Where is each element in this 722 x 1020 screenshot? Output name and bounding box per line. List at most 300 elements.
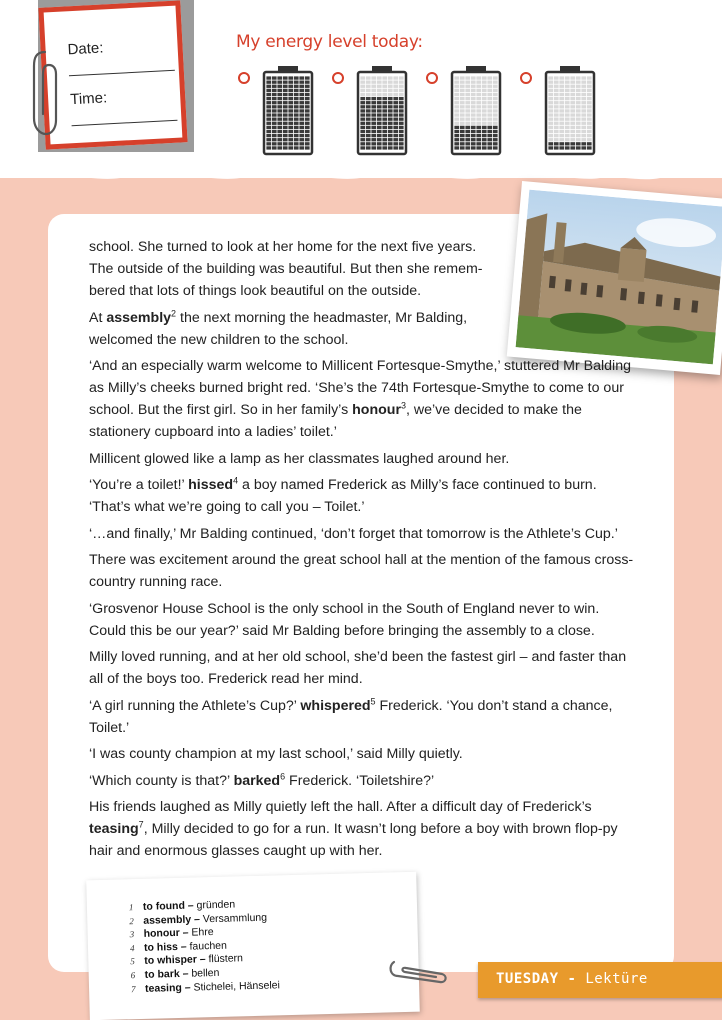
battery-cell bbox=[576, 134, 581, 137]
battery-cell bbox=[476, 146, 481, 149]
battery-cell bbox=[382, 101, 387, 104]
story-paragraph bbox=[89, 307, 489, 351]
battery-cell bbox=[299, 130, 304, 133]
battery-body bbox=[546, 72, 594, 154]
battery-cell bbox=[554, 93, 559, 96]
battery-cell bbox=[493, 134, 498, 137]
battery-cell bbox=[388, 76, 393, 79]
battery-cell bbox=[581, 113, 586, 116]
battery-cell bbox=[299, 118, 304, 121]
battery-cell bbox=[299, 146, 304, 149]
battery-cell bbox=[305, 130, 310, 133]
battery-cell bbox=[388, 118, 393, 121]
battery-cell bbox=[460, 81, 465, 84]
battery-cell bbox=[465, 93, 470, 96]
battery-cell bbox=[465, 105, 470, 108]
battery-cell bbox=[487, 93, 492, 96]
battery-cell bbox=[366, 97, 371, 100]
battery-cell bbox=[366, 134, 371, 137]
battery-cell bbox=[565, 142, 570, 145]
battery-cell bbox=[581, 89, 586, 92]
battery-cell bbox=[399, 109, 404, 112]
battery-cell bbox=[371, 109, 376, 112]
battery-cell bbox=[570, 142, 575, 145]
battery-cell bbox=[476, 109, 481, 112]
battery-cell bbox=[565, 146, 570, 149]
battery-cell bbox=[554, 138, 559, 141]
paperclip-icon bbox=[386, 952, 452, 992]
vocab-term: honour – bbox=[143, 926, 189, 941]
battery-cell bbox=[581, 138, 586, 141]
battery-cell bbox=[465, 138, 470, 141]
battery-cell bbox=[283, 81, 288, 84]
battery-cell bbox=[305, 97, 310, 100]
battery-cell bbox=[393, 101, 398, 104]
battery-cell bbox=[487, 130, 492, 133]
battery-cell bbox=[399, 134, 404, 137]
battery-cell bbox=[371, 126, 376, 129]
battery-cell bbox=[272, 118, 277, 121]
battery-cell bbox=[565, 138, 570, 141]
battery-cell bbox=[482, 126, 487, 129]
battery-medium-icon bbox=[450, 66, 502, 156]
battery-cell bbox=[288, 97, 293, 100]
battery-cell bbox=[471, 81, 476, 84]
battery-cell bbox=[587, 138, 592, 141]
battery-cell bbox=[299, 142, 304, 145]
story-paragraph: ‘I was county champion at my last school,’ said Milly quietly. bbox=[89, 746, 463, 762]
battery-cell bbox=[288, 130, 293, 133]
date-label: Date: bbox=[67, 39, 104, 59]
story-paragraph: Millicent glowed like a lamp as her classmates laughed around her. bbox=[89, 450, 510, 467]
battery-cell bbox=[377, 76, 382, 79]
battery-cell bbox=[294, 85, 299, 88]
battery-cell bbox=[471, 109, 476, 112]
battery-cell bbox=[476, 118, 481, 121]
battery-cell bbox=[399, 122, 404, 125]
battery-cell bbox=[399, 93, 404, 96]
text-span: ‘And an especially warm welcome to Millicent Fortesque-Smythe,’ stuttered Mr Balding as Milly’s cheeks burned bright red. ‘She’s the 74th Fortesque-Smythe to come to our school. But the first girl. So in her family’s bbox=[89, 358, 631, 418]
battery-cell bbox=[360, 105, 365, 108]
vocabulary-card bbox=[86, 872, 420, 1020]
battery-cell bbox=[493, 109, 498, 112]
battery-cell bbox=[581, 81, 586, 84]
battery-cell bbox=[487, 138, 492, 141]
battery-cell bbox=[266, 101, 271, 104]
day-name: TUESDAY bbox=[496, 971, 559, 987]
battery-cell bbox=[465, 113, 470, 116]
battery-cell bbox=[371, 118, 376, 121]
battery-cell bbox=[277, 97, 282, 100]
battery-cell bbox=[288, 81, 293, 84]
battery-cell bbox=[471, 122, 476, 125]
battery-cell bbox=[377, 85, 382, 88]
battery-cell bbox=[476, 93, 481, 96]
battery-cell bbox=[454, 138, 459, 141]
battery-cell bbox=[388, 142, 393, 145]
battery-cell bbox=[482, 109, 487, 112]
battery-cell bbox=[548, 93, 553, 96]
story-paragraph bbox=[89, 355, 637, 443]
battery-cell bbox=[360, 142, 365, 145]
battery-cell bbox=[377, 146, 382, 149]
battery-cell bbox=[299, 101, 304, 104]
battery-cell bbox=[382, 109, 387, 112]
battery-cell bbox=[576, 122, 581, 125]
battery-cell bbox=[266, 85, 271, 88]
battery-cell bbox=[565, 122, 570, 125]
battery-cell bbox=[493, 126, 498, 129]
battery-cell bbox=[366, 101, 371, 104]
battery-cell bbox=[493, 93, 498, 96]
battery-cell bbox=[377, 101, 382, 104]
battery-cell bbox=[554, 109, 559, 112]
battery-cell bbox=[277, 89, 282, 92]
battery-cell bbox=[382, 113, 387, 116]
battery-cell bbox=[454, 113, 459, 116]
battery-cell bbox=[482, 138, 487, 141]
battery-cell bbox=[283, 76, 288, 79]
battery-cell bbox=[299, 81, 304, 84]
battery-cell bbox=[487, 118, 492, 121]
battery-cell bbox=[382, 93, 387, 96]
battery-cell bbox=[288, 109, 293, 112]
footnote-ref: 4 bbox=[233, 475, 239, 486]
battery-cell bbox=[465, 89, 470, 92]
battery-cell bbox=[493, 113, 498, 116]
story-paragraph: There was excitement around the great school hall at the mention of the famous cross-country running race. bbox=[89, 552, 634, 590]
battery-cell bbox=[277, 138, 282, 141]
battery-cell bbox=[288, 138, 293, 141]
battery-cell bbox=[471, 101, 476, 104]
battery-cell bbox=[581, 146, 586, 149]
battery-cell bbox=[559, 97, 564, 100]
battery-cell bbox=[272, 122, 277, 125]
battery-cell bbox=[288, 142, 293, 145]
vocab-item bbox=[131, 979, 280, 996]
battery-cell bbox=[482, 130, 487, 133]
battery-cell bbox=[360, 97, 365, 100]
battery-cell bbox=[465, 76, 470, 79]
battery-cell bbox=[570, 85, 575, 88]
battery-cell bbox=[465, 101, 470, 104]
battery-cell bbox=[366, 76, 371, 79]
battery-cell bbox=[388, 109, 393, 112]
battery-cell bbox=[266, 134, 271, 137]
battery-cell bbox=[393, 126, 398, 129]
battery-cell bbox=[388, 101, 393, 104]
vocab-translation: fauchen bbox=[186, 939, 228, 953]
battery-cell bbox=[399, 89, 404, 92]
battery-cell bbox=[371, 89, 376, 92]
battery-cell bbox=[554, 76, 559, 79]
battery-cell bbox=[294, 76, 299, 79]
battery-cell bbox=[570, 105, 575, 108]
battery-cell bbox=[299, 97, 304, 100]
battery-cell bbox=[570, 81, 575, 84]
battery-cell bbox=[399, 76, 404, 79]
battery-cell bbox=[377, 109, 382, 112]
battery-cell bbox=[366, 93, 371, 96]
battery-cell bbox=[360, 130, 365, 133]
battery-cell bbox=[371, 122, 376, 125]
battery-cell bbox=[565, 126, 570, 129]
battery-cell bbox=[570, 93, 575, 96]
battery-cell bbox=[360, 113, 365, 116]
battery-cell bbox=[388, 113, 393, 116]
vocab-translation: Ehre bbox=[188, 926, 214, 939]
battery-cell bbox=[576, 85, 581, 88]
battery-cell bbox=[283, 146, 288, 149]
battery-cell bbox=[371, 146, 376, 149]
energy-radio-3[interactable] bbox=[426, 72, 438, 84]
battery-cell bbox=[366, 146, 371, 149]
battery-cell bbox=[565, 101, 570, 104]
time-input-line[interactable] bbox=[72, 120, 178, 127]
battery-cell bbox=[559, 122, 564, 125]
battery-cell bbox=[487, 81, 492, 84]
battery-cell bbox=[283, 105, 288, 108]
energy-radio-4[interactable] bbox=[520, 72, 532, 84]
battery-cell bbox=[465, 81, 470, 84]
battery-cell bbox=[272, 89, 277, 92]
footnote-ref: 2 bbox=[171, 307, 177, 318]
battery-cell bbox=[548, 81, 553, 84]
battery-cell bbox=[277, 93, 282, 96]
vocab-number: 3 bbox=[129, 929, 135, 940]
battery-cell bbox=[471, 89, 476, 92]
battery-cell bbox=[548, 89, 553, 92]
battery-high-icon bbox=[356, 66, 408, 156]
battery-cell bbox=[576, 138, 581, 141]
battery-full-icon bbox=[262, 66, 314, 156]
battery-cell bbox=[377, 113, 382, 116]
battery-cell bbox=[548, 134, 553, 137]
battery-cell bbox=[493, 85, 498, 88]
battery-cell bbox=[382, 105, 387, 108]
battery-cell bbox=[366, 113, 371, 116]
battery-cell bbox=[393, 105, 398, 108]
battery-cell bbox=[554, 101, 559, 104]
battery-cell bbox=[581, 97, 586, 100]
battery-cell bbox=[371, 76, 376, 79]
battery-cell bbox=[554, 97, 559, 100]
battery-cell bbox=[360, 118, 365, 121]
vocab-term: teasing – bbox=[144, 981, 191, 995]
battery-cell bbox=[299, 126, 304, 129]
battery-cell bbox=[277, 85, 282, 88]
battery-cell bbox=[360, 134, 365, 137]
battery-cell bbox=[272, 130, 277, 133]
battery-cell bbox=[460, 93, 465, 96]
battery-cell bbox=[382, 89, 387, 92]
battery-cell bbox=[482, 76, 487, 79]
battery-cell bbox=[360, 93, 365, 96]
battery-cell bbox=[554, 113, 559, 116]
battery-cell bbox=[388, 122, 393, 125]
battery-cell bbox=[277, 113, 282, 116]
torn-edge bbox=[0, 166, 722, 186]
footnote-ref: 3 bbox=[400, 400, 406, 411]
battery-cell bbox=[299, 113, 304, 116]
vocab-number: 7 bbox=[130, 983, 136, 994]
battery-cell bbox=[277, 118, 282, 121]
battery-cell bbox=[570, 97, 575, 100]
battery-cell bbox=[493, 81, 498, 84]
battery-cell bbox=[360, 122, 365, 125]
battery-cell bbox=[283, 109, 288, 112]
battery-cell bbox=[570, 118, 575, 121]
battery-cell bbox=[388, 138, 393, 141]
battery-cell bbox=[554, 85, 559, 88]
energy-radio-1[interactable] bbox=[238, 72, 250, 84]
story-paragraph bbox=[89, 796, 637, 862]
battery-cell bbox=[388, 130, 393, 133]
vocab-number: 4 bbox=[129, 942, 135, 953]
battery-cell bbox=[454, 89, 459, 92]
battery-cell bbox=[565, 130, 570, 133]
battery-cell bbox=[382, 130, 387, 133]
battery-cell bbox=[487, 113, 492, 116]
battery-cell bbox=[548, 113, 553, 116]
battery-cell bbox=[277, 76, 282, 79]
battery-cell bbox=[559, 105, 564, 108]
battery-cell bbox=[299, 85, 304, 88]
battery-cell bbox=[460, 113, 465, 116]
battery-cell bbox=[266, 109, 271, 112]
battery-cell bbox=[366, 126, 371, 129]
battery-cell bbox=[581, 93, 586, 96]
battery-cell bbox=[399, 142, 404, 145]
vocab-term-barked: barked bbox=[233, 772, 281, 789]
battery-cell bbox=[493, 76, 498, 79]
battery-cell bbox=[299, 105, 304, 108]
battery-cell bbox=[465, 146, 470, 149]
battery-cell bbox=[465, 142, 470, 145]
date-input-line[interactable] bbox=[69, 70, 175, 77]
vocab-translation: bellen bbox=[188, 966, 220, 980]
battery-cell bbox=[283, 118, 288, 121]
battery-cell bbox=[266, 122, 271, 125]
battery-cell bbox=[272, 138, 277, 141]
battery-cell bbox=[471, 76, 476, 79]
battery-cell bbox=[465, 122, 470, 125]
battery-cell bbox=[277, 101, 282, 104]
battery-cell bbox=[371, 142, 376, 145]
battery-cell bbox=[283, 101, 288, 104]
text-span: , we’ve decided to make the stationery cupboard into a ladies’ toilet.’ bbox=[89, 402, 582, 440]
battery-cell bbox=[272, 109, 277, 112]
battery-cell bbox=[272, 81, 277, 84]
battery-cell bbox=[559, 113, 564, 116]
battery-cell bbox=[277, 130, 282, 133]
battery-cell bbox=[277, 146, 282, 149]
battery-cell bbox=[482, 89, 487, 92]
battery-cell bbox=[382, 85, 387, 88]
battery-cell bbox=[360, 89, 365, 92]
battery-cell bbox=[493, 97, 498, 100]
battery-cell bbox=[266, 93, 271, 96]
battery-cell bbox=[305, 89, 310, 92]
battery-cell bbox=[554, 146, 559, 149]
battery-cell bbox=[548, 146, 553, 149]
battery-cell bbox=[476, 122, 481, 125]
battery-cell bbox=[476, 81, 481, 84]
battery-cell bbox=[471, 85, 476, 88]
vocab-number: 5 bbox=[130, 956, 135, 967]
battery-cell bbox=[493, 118, 498, 121]
battery-cell bbox=[476, 76, 481, 79]
battery-body bbox=[264, 72, 312, 154]
text-span: ‘You’re a toilet!’ bbox=[89, 477, 189, 493]
battery-cell bbox=[454, 97, 459, 100]
battery-cell bbox=[460, 76, 465, 79]
battery-cell bbox=[388, 126, 393, 129]
battery-cell bbox=[576, 101, 581, 104]
footnote-ref: 5 bbox=[370, 695, 376, 706]
vocab-translation: Versammlung bbox=[199, 911, 268, 925]
battery-cell bbox=[471, 130, 476, 133]
battery-cell bbox=[399, 113, 404, 116]
battery-cell bbox=[294, 81, 299, 84]
vocab-term: to whisper – bbox=[144, 953, 206, 968]
battery-cell bbox=[576, 130, 581, 133]
battery-low-icon bbox=[544, 66, 596, 156]
energy-radio-2[interactable] bbox=[332, 72, 344, 84]
battery-cell bbox=[460, 130, 465, 133]
battery-cell bbox=[554, 118, 559, 121]
battery-cell bbox=[476, 142, 481, 145]
vocab-term: assembly – bbox=[143, 912, 201, 927]
vocab-term-honour: honour bbox=[352, 402, 401, 418]
text-span: ‘A girl running the Athlete’s Cup?’ bbox=[89, 697, 301, 714]
battery-cell bbox=[487, 142, 492, 145]
battery-body bbox=[358, 72, 406, 154]
battery-cell bbox=[576, 81, 581, 84]
text-span: , Milly decided to go for a run. It wasn’t long before a boy with brown flop-py hair and enormous glasses caught up with her. bbox=[89, 821, 618, 859]
battery-cell bbox=[393, 118, 398, 121]
battery-cell bbox=[482, 113, 487, 116]
footnote-ref: 6 bbox=[280, 770, 286, 781]
battery-cell bbox=[272, 97, 277, 100]
battery-cell bbox=[476, 130, 481, 133]
battery-cell bbox=[454, 101, 459, 104]
battery-cell bbox=[476, 138, 481, 141]
battery-cell bbox=[559, 134, 564, 137]
battery-cell bbox=[283, 134, 288, 137]
battery-cell bbox=[565, 105, 570, 108]
story-paragraph: ‘…and finally,’ Mr Balding continued, ‘don’t forget that tomorrow is the Athlete’s Cup.’ bbox=[89, 525, 618, 542]
battery-cell bbox=[476, 97, 481, 100]
battery-cell bbox=[460, 122, 465, 125]
battery-cell bbox=[371, 113, 376, 116]
battery-cell bbox=[371, 101, 376, 104]
battery-cell bbox=[460, 109, 465, 112]
battery-cell bbox=[460, 97, 465, 100]
battery-cell bbox=[565, 76, 570, 79]
battery-cell bbox=[493, 101, 498, 104]
battery-cell bbox=[294, 126, 299, 129]
battery-cell bbox=[565, 109, 570, 112]
text-span: At bbox=[89, 309, 107, 326]
battery-cell bbox=[294, 134, 299, 137]
battery-cell bbox=[266, 105, 271, 108]
battery-cell bbox=[382, 134, 387, 137]
battery-cell bbox=[554, 130, 559, 133]
battery-cell bbox=[460, 142, 465, 145]
battery-cell bbox=[277, 109, 282, 112]
battery-cell bbox=[305, 105, 310, 108]
